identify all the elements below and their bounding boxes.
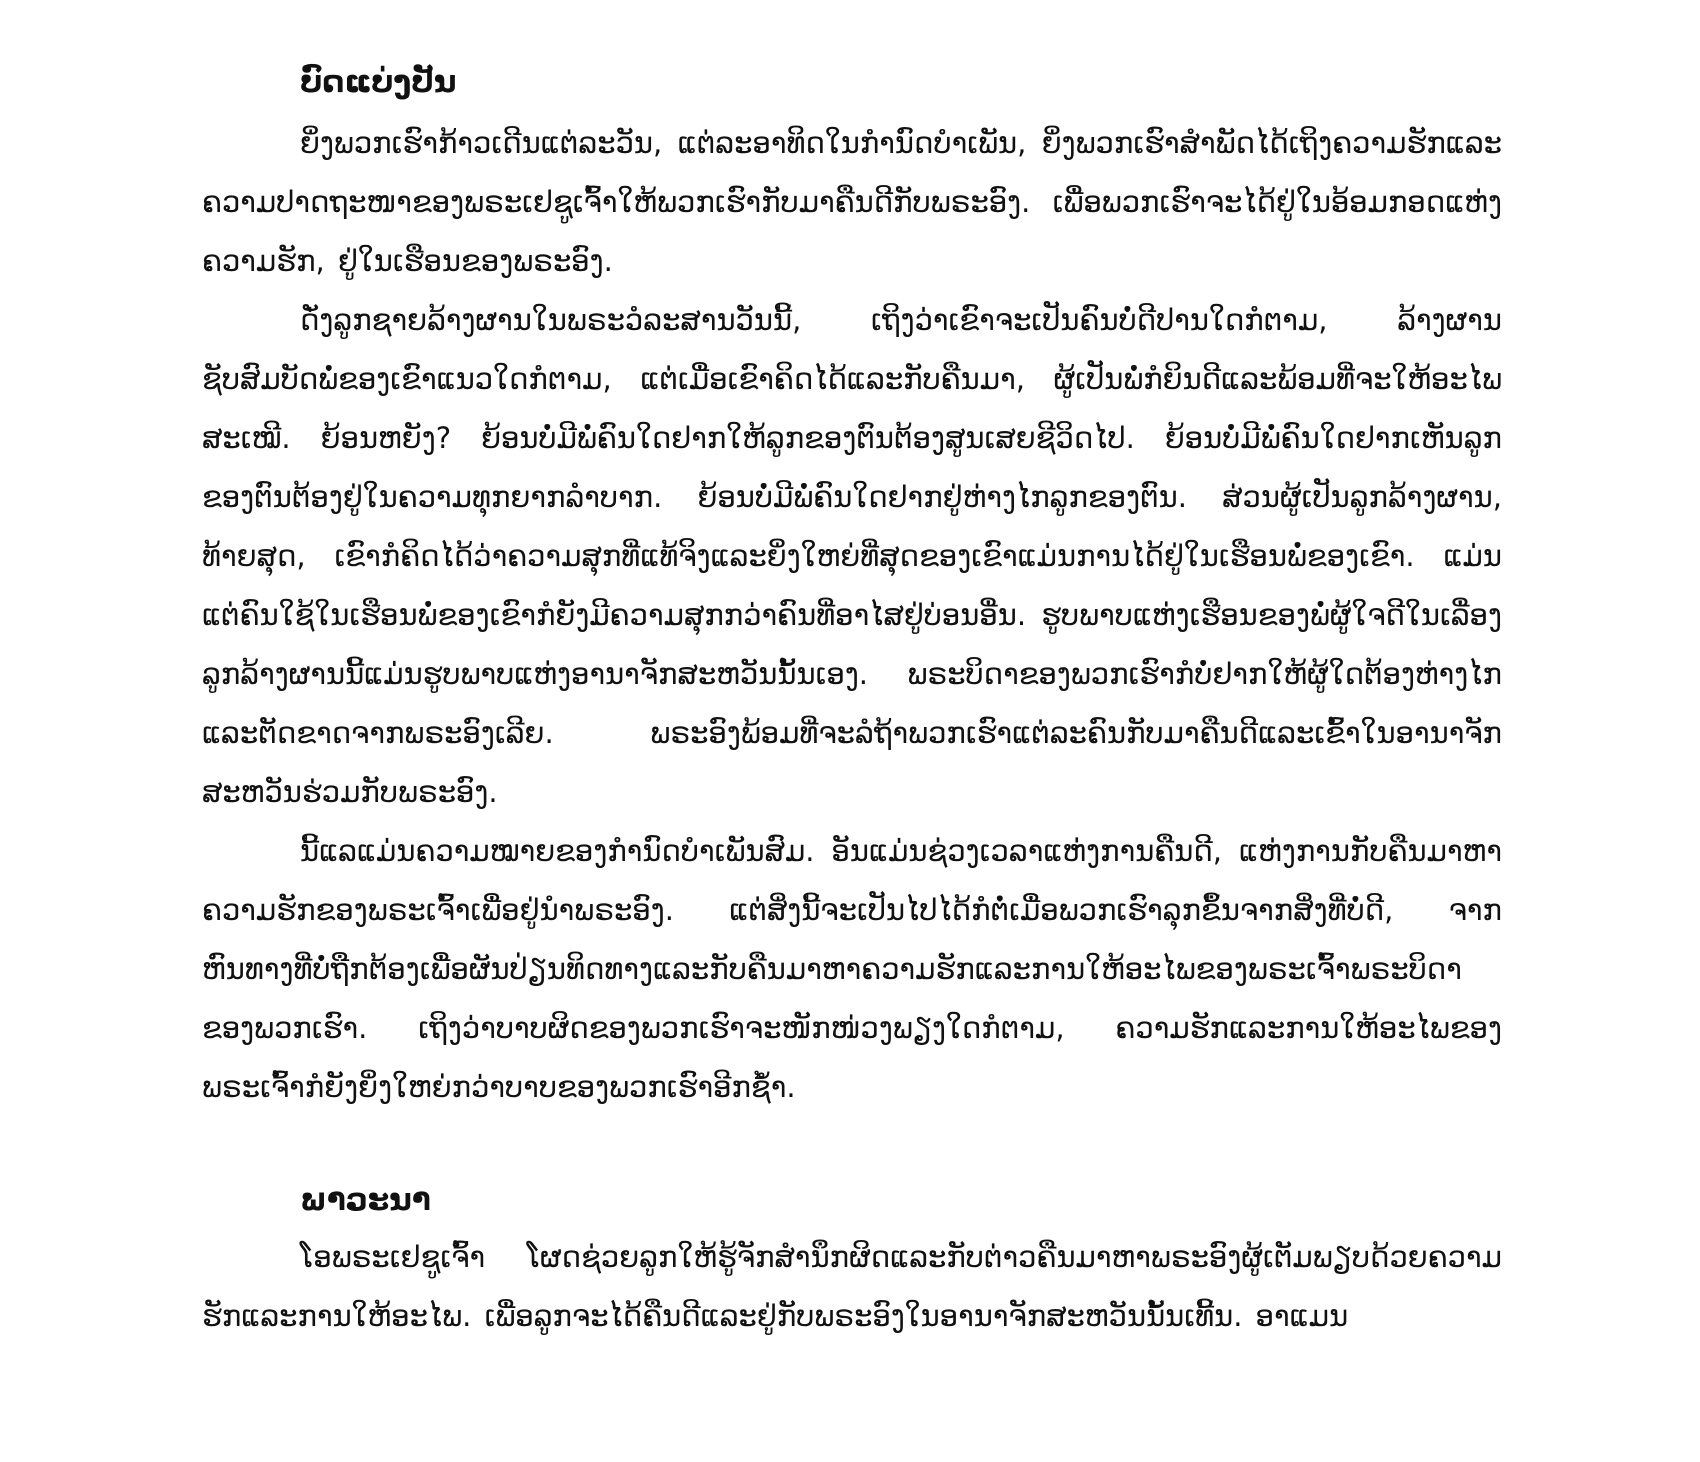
- sharing-paragraph-2: ດັ່ງລູກຊາຍລ້າງຜານໃນພຣະວໍລະສານວັນນີ້, ເຖິງວ່າເຂົາຈະເປັນຄົນບໍ່ດີປານໃດກໍຕາມ, ລ້າງຜານຊັບສົມບັດພໍ່ຂອງເຂົາແນວໃດກໍຕາມ, ແຕ່ເມື່ອເຂົາຄິດໄດ້ແລະກັບຄືນມາ, ຜູ້ເປັນພໍ່ກໍຍິນດີແລະພ້ອມທີ່ຈະໃຫ້ອະໄພສະເໝີ. ຍ້ອນຫຍັງ? ຍ້ອນບໍ່ມີພໍ່ຄົນໃດຢາກໃຫ້ລູກຂອງຕົນຕ້ອງສູນເສຍຊີວິດໄປ. ຍ້ອນບໍ່ມີພໍ່ຄົນໃດຢາກເຫັນລູກຂອງຕົນຕ້ອງຢູ່ໃນຄວາມທຸກຍາກລໍາບາກ. ຍ້ອນບໍ່ມີພໍ່ຄົນໃດຢາກຢູ່ຫ່າງໄກລູກຂອງຕົນ. ສ່ວນຜູ້ເປັນລູກລ້າງຜານ, ທ້າຍສຸດ, ເຂົາກໍຄິດໄດ້ວ່າຄວາມສຸກທີ່ແທ້ຈິງແລະຍິ່ງໃຫຍ່ທີ່ສຸດຂອງເຂົາແມ່ນການໄດ້ຢູ່ໃນເຮືອນພໍ່ຂອງເຂົາ. ແມ່ນແຕ່ຄົນໃຊ້ໃນເຮືອນພໍ່ຂອງເຂົາກໍຍັງມີຄວາມສຸກກວ່າຄົນທີ່ອາໄສຢູ່ບ່ອນອື່ນ. ຮູບພາບແຫ່ງເຮືອນຂອງພໍ່ຜູ້ໃຈດີໃນເລື່ອງລູກລ້າງຜານນີ້ແມ່ນຮູບພາບແຫ່ງອານາຈັກສະຫວັນນັ້ນເອງ. ພຣະບິດາຂອງພວກເຮົາກໍບໍ່ຢາກໃຫ້ຜູ້ໃດຕ້ອງຫ່າງໄກແລະຕັດຂາດຈາກພຣະອົງເລີຍ. ພຣະອົງພ້ອມທີ່ຈະລໍຖ້າພວກເຮົາແຕ່ລະຄົນກັບມາຄືນດີແລະເຂົ້າໃນອານາຈັກສະຫວັນຮ່ວມກັບພຣະອົງ.: [202, 303, 1502, 809]
- sharing-paragraph-1: ຍິ່ງພວກເຮົາກ້າວເດີນແຕ່ລະວັນ, ແຕ່ລະອາທິດໃນກໍານົດບໍາເພັນ, ຍິ່ງພວກເຮົາສໍາພັດໄດ້ເຖິງຄວາມຮັກແລະຄວາມປາດຖະໜາຂອງພຣະເຢຊູເຈົ້າໃຫ້ພວກເຮົາກັບມາຄືນດີກັບພຣະອົງ. ເພື່ອພວກເຮົາຈະໄດ້ຢູ່ໃນອ້ອມກອດແຫ່ງຄວາມຮັກ, ຢູ່ໃນເຮືອນຂອງພຣະອົງ.: [202, 126, 1502, 278]
- sharing-paragraph-3: ນີ້ແລແມ່ນຄວາມໝາຍຂອງກໍານົດບໍາເພັນສົມ. ອັນແມ່ນຊ່ວງເວລາແຫ່ງການຄືນດີ, ແຫ່ງການກັບຄືນມາຫາຄວາມຮັກຂອງພຣະເຈົ້າເພື່ອຢູ່ນໍາພຣະອົງ. ແຕ່ສິ່ງນີ້ຈະເປັນໄປໄດ້ກໍຕໍ່ເມື່ອພວກເຮົາລຸກຂຶ້ນຈາກສິ່ງທີ່ບໍ່ດີ, ຈາກຫົນທາງທີ່ບໍ່ຖືກຕ້ອງເພື່ອຜັນປ່ຽນທິດທາງແລະກັບຄືນມາຫາຄວາມຮັກແລະການໃຫ້ອະໄພຂອງພຣະເຈົ້າພຣະບິດາຂອງພວກເຮົາ. ເຖິງວ່າບາບຜິດຂອງພວກເຮົາຈະໜັກໜ່ວງພຽງໃດກໍຕາມ, ຄວາມຮັກແລະການໃຫ້ອະໄພຂອງພຣະເຈົ້າກໍຍັງຍິ່ງໃຫຍ່ກວ່າບາບຂອງພວກເຮົາອີກຊໍ້າ.: [202, 834, 1502, 1104]
- prayer-heading: ພາວະນາ: [300, 1182, 431, 1218]
- prayer-paragraph: ໂອພຣະເຢຊູເຈົ້າ ໂຜດຊ່ວຍລູກໃຫ້ຮູ້ຈັກສໍານຶກຜິດແລະກັບຕ່າວຄືນມາຫາພຣະອົງຜູ້ເຕັມພຽບດ້ວຍຄວາມຮັກແລະການໃຫ້ອະໄພ. ເພື່ອລູກຈະໄດ້ຄືນດີແລະຢູ່ກັບພຣະອົງໃນອານາຈັກສະຫວັນນັ້ນເທີ້ນ. ອາແມນ: [202, 1240, 1502, 1333]
- sharing-section: [202, 62, 1502, 1117]
- sharing-heading: ບົດແບ່ງປັນ: [300, 64, 457, 100]
- prayer-section: [202, 1180, 1502, 1346]
